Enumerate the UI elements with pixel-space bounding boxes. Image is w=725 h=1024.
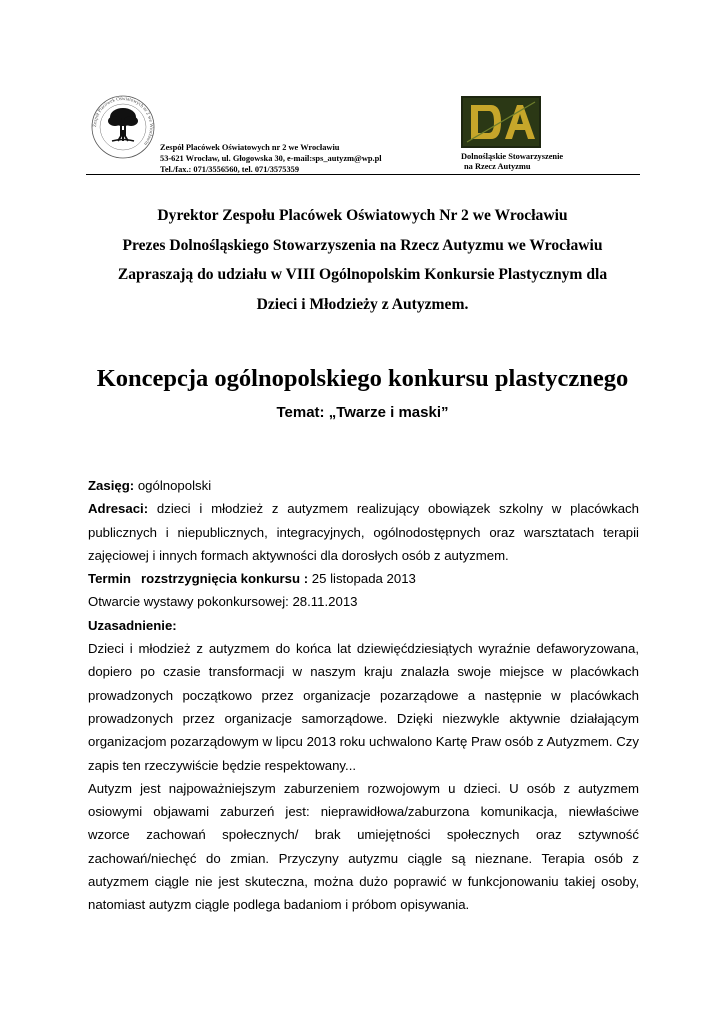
school-seal-logo (88, 94, 158, 160)
recipients-value: dzieci i młodzież z autyzmem realizujący obowiązek szkolny w placówkach publicznych i niepublicznych, integracyjnych, ogólnodostępnych oraz warsztatach terapii zajęciowej i innych formach aktywności dla dorosłych osób z autyzmem. (88, 501, 639, 563)
association-logo (461, 96, 541, 148)
school-street-email: 53-621 Wrocław, ul. Głogowska 30, e-mail:sps_autyzm@wp.pl (160, 154, 382, 163)
deadline-label-b: rozstrzygnięcia konkursu : (141, 571, 309, 587)
scope-value: ogólnopolski (134, 478, 212, 493)
association-name-line1: Dolnośląskie Stowarzyszenie (461, 152, 564, 161)
justification-paragraph-1: Dzieci i młodzież z autyzmem do końca lat dziewięćdziesiątych wyraźnie defaworyzowana, dopiero po czasie transformacji w naszym kraju znalazła swoje miejsce w placówkach prowadzonych początkowo przez organizacje pozarządowe a następnie w placówkach prowadzonych przez organizacje samorządowe. Dzięki niezwykle aktywnie działającym organizacjom pozarządowym w lipcu 2013 roku uchwalono Kartę Praw osób z Autyzmem. Czy zapis ten rzeczywiście będzie respektowany... (88, 641, 639, 773)
invitation-line-4: Dzieci i Młodzieży z Autyzmem. (256, 295, 469, 313)
scope-label: Zasięg: (88, 478, 135, 493)
invitation-line-1: Dyrektor Zespołu Placówek Oświatowych Nr 2 we Wrocławiu (157, 207, 568, 224)
invitation-block (60, 201, 665, 319)
association-name-line2: na Rzecz Autyzmu (464, 162, 531, 171)
invitation-line-3: Zapraszają do udziału w VIII Ogólnopolskim Konkursie Plastycznym dla (117, 266, 608, 283)
exhibition-line: Otwarcie wystawy pokonkursowej: 28.11.2013 (88, 594, 358, 610)
recipients-label: Adresaci: (88, 501, 149, 517)
school-name: Zespół Placówek Oświatowych nr 2 we Wrocławiu (160, 143, 340, 152)
justification-heading: Uzasadnienie: (88, 617, 177, 633)
tree-icon (108, 108, 138, 141)
document-body (88, 474, 639, 917)
recipients-paragraph (88, 497, 639, 567)
seal-ring-text: Zespół Placówek Oświatowych nr 2 we Wrocławiu (92, 96, 154, 146)
school-phone: Tel./fax.: 071/3556560, tel. 071/3575359 (160, 165, 300, 174)
deadline-line (88, 567, 639, 590)
header-divider (86, 174, 640, 175)
school-address (160, 142, 460, 175)
document-subtitle: Temat: „Twarze i maski” (276, 404, 449, 421)
document-title: Koncepcja ogólnopolskiego konkursu plastycznego (96, 365, 629, 392)
association-name (461, 152, 631, 172)
invitation-line-2: Prezes Dolnośląskiego Stowarzyszenia na Rzecz Autyzmu we Wrocławiu (122, 236, 603, 254)
deadline-label-a: Termin (88, 571, 131, 587)
scope-line (88, 474, 639, 497)
justification-paragraph-2: Autyzm jest najpoważniejszym zaburzeniem rozwojowym u dzieci. U osób z autyzmem osiowymi objawami zaburzeń jest: nieprawidłowa/zaburzona komunikacja, niewłaściwe wzorce zachowań społecznych/ brak umiejętności społecznych oraz sztywność zachowań/niechęć do zmian. Przyczyny autyzmu ciągle są nieznane. Terapia osób z autyzmem ciągle nie jest skuteczna, można dużo poprawić w funkcjonowaniu takiej osoby, natomiast autyzm ciągle podlega badaniom i próbom opisywania. (88, 780, 639, 913)
deadline-value: 25 listopada 2013 (308, 571, 416, 587)
